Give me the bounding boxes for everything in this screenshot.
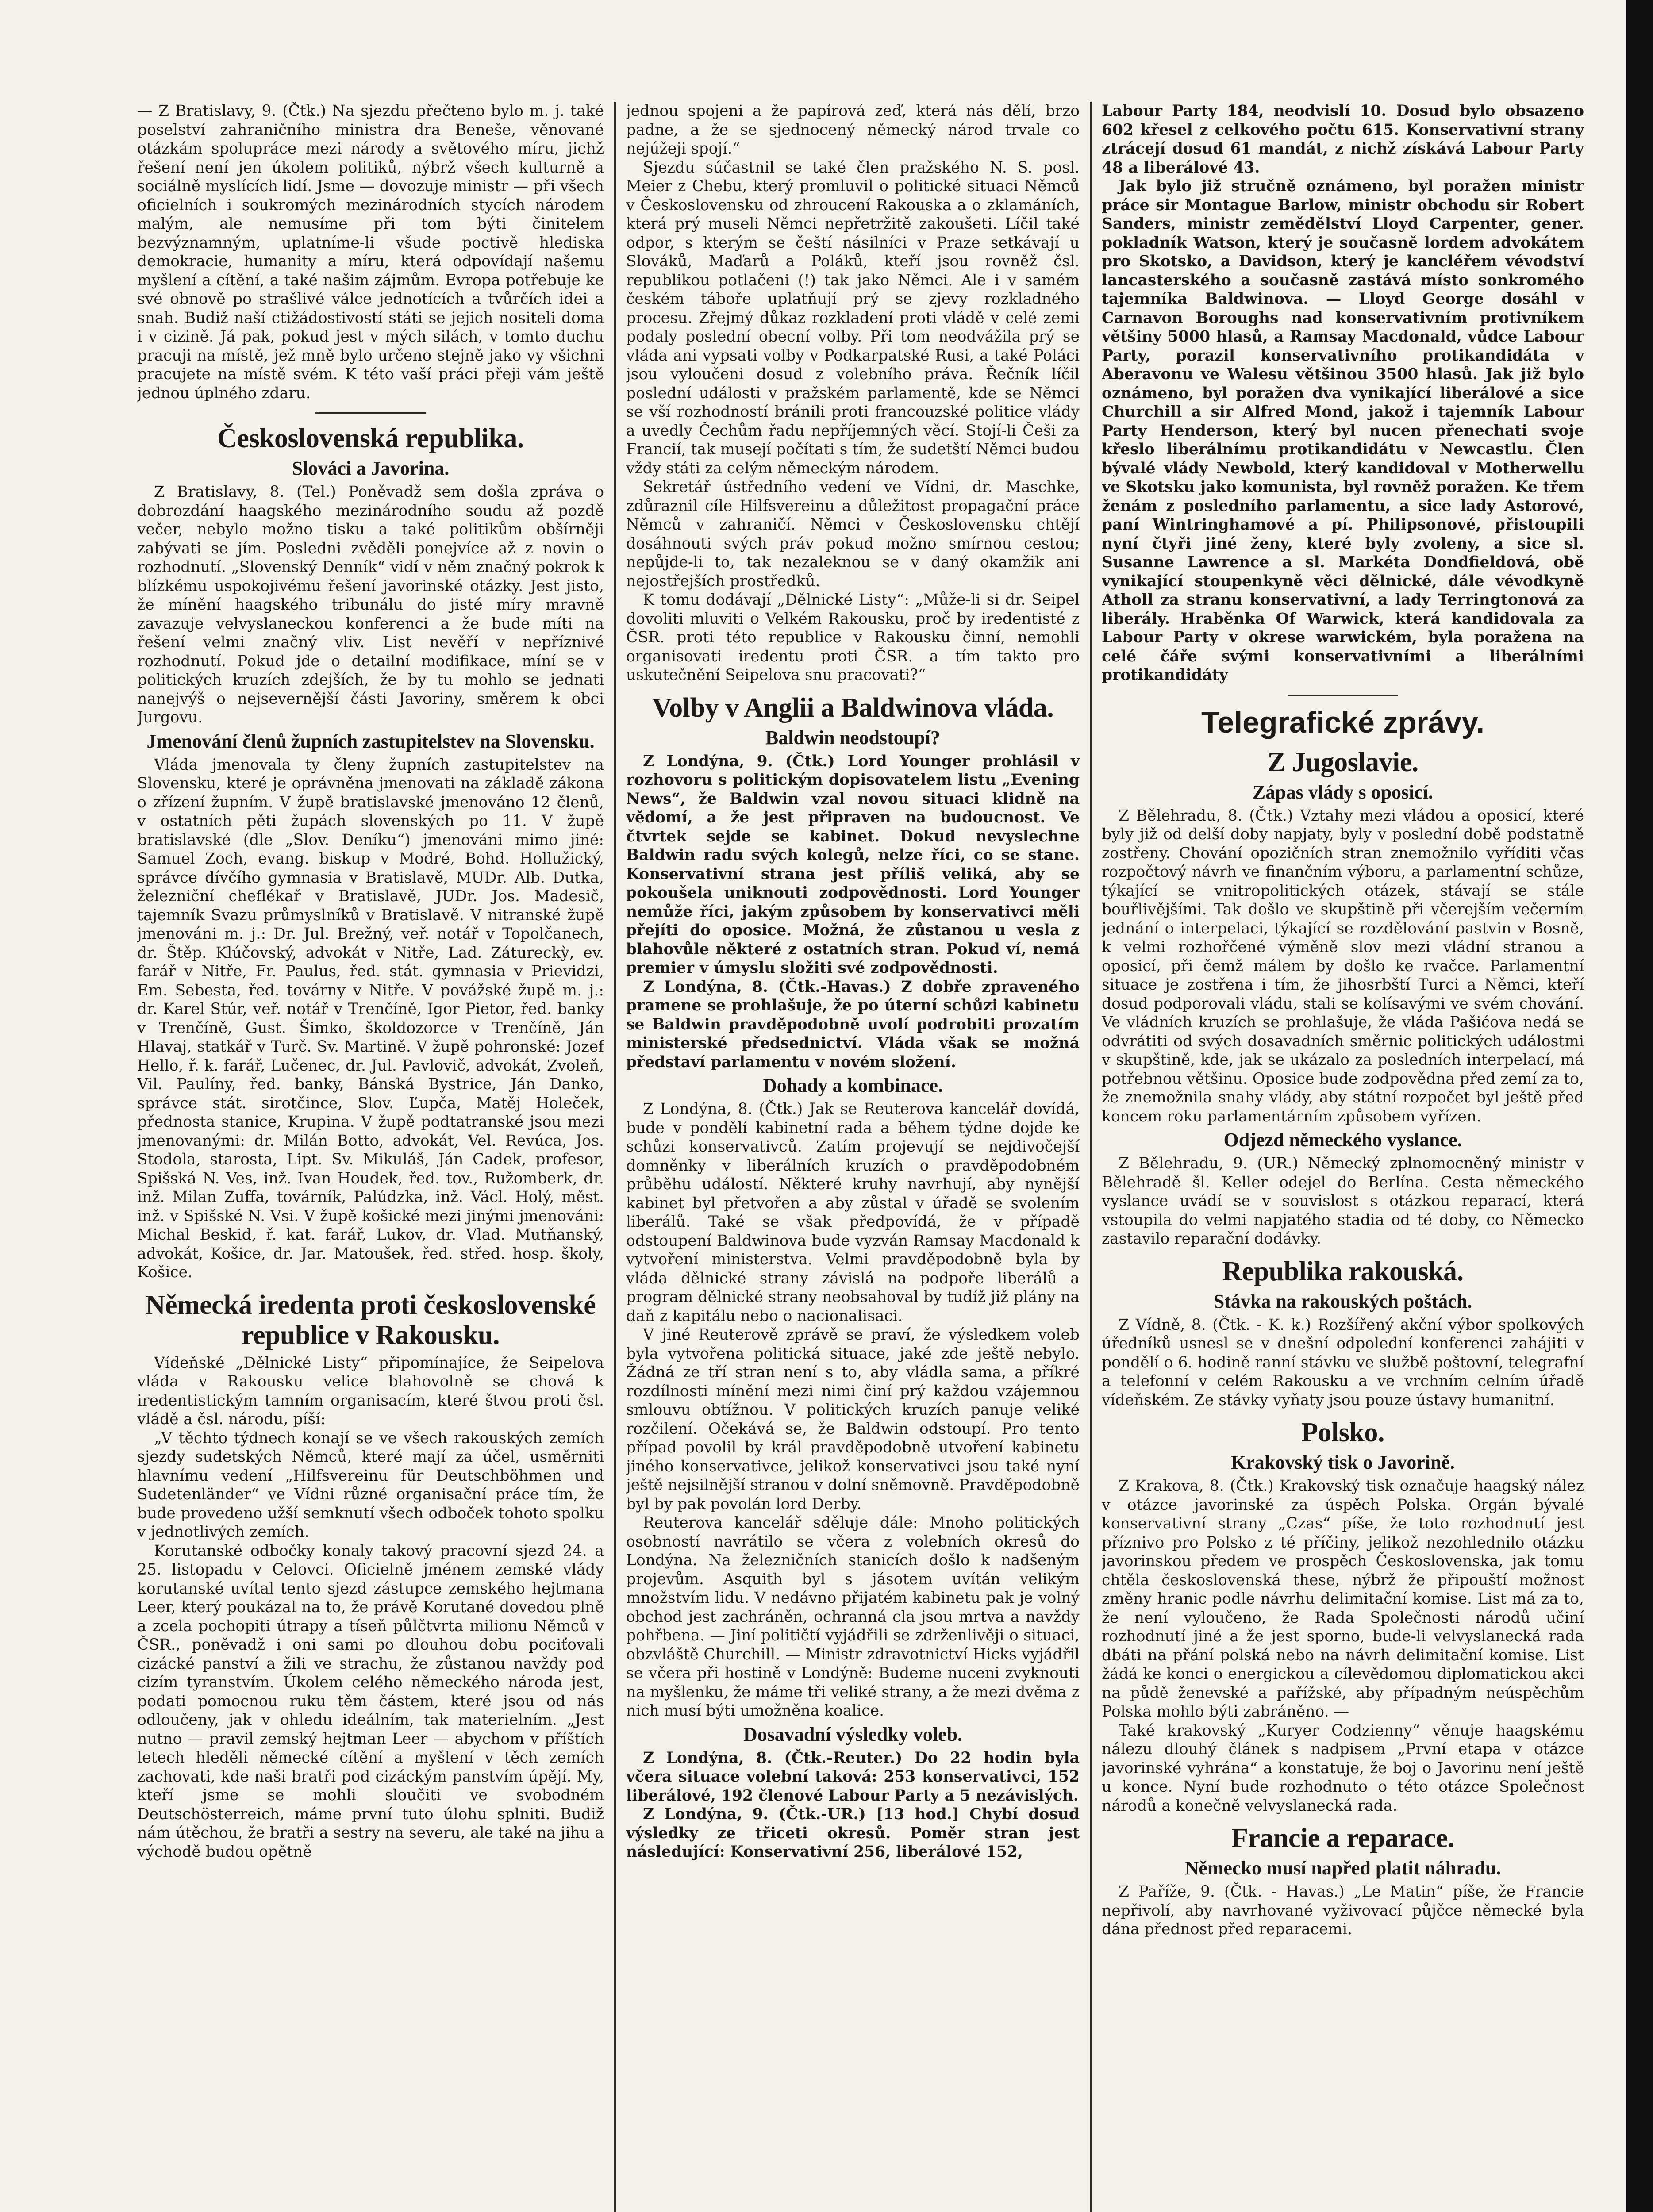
section-heading: Československá republika. <box>217 423 524 453</box>
article-heading: Jmenování členů župních zastupitelstev na Slovensku. <box>146 730 595 752</box>
section-heading: Polsko. <box>1301 1417 1384 1448</box>
article-heading: Zápas vlády s oposicí. <box>1252 781 1434 803</box>
column-rule <box>614 102 616 2212</box>
article-paragraph: jednou spojeni a že papírová zeď, která nás dělí, brzo padne, a že se sjednocený německý národ trvale co nejúžeji spojí.“ <box>626 102 1080 157</box>
column-3 <box>1102 102 1584 2212</box>
article-paragraph: Z Bělehradu, 8. (Čtk.) Vztahy mezi vládou a oposicí, které byly již od delší doby napjaty, byly v poslední době podstatně zostřeny. Chování opozičních stran znemožnilo vyříditi včas rozpočtový návrh ve finančním výboru, a parlamentní schůze, týkající se vnitropolitických otázek, stávají se stále bouřlivějšími. Tak došlo ve skupštině při včerejším večerním jednání o interpelaci, týkající se rozdělování pastvin v Bosně, k velmi rozhořčené výměně slov mezi vládní stranou a oposicí, při čemž málem by došlo ke rvačce. Parlamentní situace je zostřena i tím, že jihosrbští Turci a Němci, kteří dosud podporovali vládu, stali se kolísavými ve svém chování. Ve vládních kruzích se prohlašuje, že vláda Pašićova nedá se odvrátiti od svých dosavadních směrnic politických událostmi v skupštině, kde, jak se ukázalo za posledních interpelací, má potřebnou většinu. Oposice bude zodpovědna před zemí za to, že znemožnila snahy vlády, aby státní rozpočet byl ještě před koncem roku parlamentárním způsobem vyřízen. <box>1102 806 1584 1125</box>
article-paragraph: Z Londýna, 8. (Čtk.-Havas.) Z dobře zpraveného pramene se prohlašuje, že po úterní schůzi kabinetu se Baldwin pravděpodobně uvolí podrobiti prozatím ministerské předsednictví. Vláda však se možná představí parlamentu v novém složení. <box>626 978 1080 1071</box>
article-heading: Odjezd německého vyslance. <box>1223 1129 1462 1151</box>
article-heading: Slováci a Javorina. <box>292 457 450 479</box>
section-heading: Francie a reparace. <box>1231 1823 1455 1853</box>
article-heading: Dosavadní výsledky voleb. <box>743 1723 963 1745</box>
article-heading: Německo musí napřed platit náhradu. <box>1184 1857 1501 1879</box>
article-heading: Stávka na rakouských poštách. <box>1213 1290 1472 1312</box>
divider <box>1288 695 1398 696</box>
article-paragraph: V jiné Reuterově zprávě se praví, že výsledkem voleb byla vytvořena politická situace, jaké zde ještě nebylo. Žádná ze tří stran není s to, aby vládla sama, a příkré rozdílnosti mínění mezi nimi činí prý každou vzájemnou smlouvu obtížnou. V politických kruzích panuje veliké rozčilení. Očekává se, že Baldwin odstoupí. Pro tento případ povolil by král pravděpodobně utvoření kabinetu jiného konservativce, jelikož konservativci jsou také nyní ještě nejsilnější stranou v dolní sněmovně. Pravděpodobně byl by pak povolán lord Derby. <box>626 1326 1080 1513</box>
section-heading: Volby v Anglii a Baldwinova vláda. <box>652 692 1054 723</box>
column-2 <box>626 102 1080 2212</box>
article-paragraph: Z Krakova, 8. (Čtk.) Krakovský tisk označuje haagský nález v otázce javorinské za úspěch Polska. Orgán bývalé konservativní strany „Czas“ píše, že toto rozhodnutí jest příznivo pro Polsko z té příčiny, jelikož nezohlednilo otázku javorinskou předem ve prospěch Československa, jak tomu chtěla československá these, nýbrž že připouští možnost změny hranic podle návrhu delimitační komise. List má za to, že není vyloučeno, že Rada Společnosti národů učiní rozhodnutí jiné a že jest sporno, bude-li velvyslanecká rada dbáti na přání polská nebo na návrh delimitační komise. List žádá ke konci o energickou a cílevědomou diplomatickou akci na půdě ženevské a pařížské, aby případným neúspěchům Polska mohlo býti zabráněno. — <box>1102 1477 1584 1720</box>
article-paragraph: Vláda jmenovala ty členy župních zastupitelstev na Slovensku, které je oprávněna jmenovati na základě zákona o zřízení župním. V župě bratislavské jmenováno 12 členů, v ostatních pěti župách slovenských po 11. V župě bratislavské (dle „Slov. Deníku“) jmenováni mimo jiné: Samuel Zoch, evang. biskup v Modré, Bohd. Hollužický, správce dívčího gymnasia v Bratislavě, MUDr. Alb. Dutka, železniční cheflékař v Bratislavě, JUDr. Jos. Madesič, tajemník Svazu průmyslníků v Bratislavě. V nitranské župě jmenováni m. j.: Dr. Jul. Brežný, veř. notář v Topolčanech, dr. Štěp. Klúčovský, advokát v Nitře, Lad. Zátureckỳ, ev. farář v Nitře, Fr. Paulus, řed. stát. gymnasia v Prievidzi, Em. Sebesta, řed. továrny v Nitře. V povážské župě m. j.: dr. Karel Stúr, veř. notář v Trenčíně, Igor Pietor, řed. banky v Trenčíně, Gust. Šimko, školdozorce v Trenčíně, Ján Hlavaj, statkář v Turč. Sv. Martině. V župě pohronské: Jozef Hello, ř. k. farář, Lučenec, dr. Jul. Pavlovič, advokát, Zvoleň, Vil. Paulíny, řed. banky, Bánská Bystrice, Ján Danko, správce stát. sirotčince, Slov. Ľupča, Matěj Holeček, přednosta stanice, Krupina. V župě podtatranské jsou mezi jmenovanými: dr. Milán Botto, advokát, Vel. Revúca, Jos. Stodola, starosta, Lipt. Sv. Mikuláš, Ján Cadek, profesor, Spišská N. Ves, inž. Ivan Houdek, řed. tov., Ružomberk, dr. inž. Milan Zuffa, továrník, Palúdzka, inž. Václ. Holý, měst. inž. v Spišské N. Vsi. V župě košické mezi jinými jmenováni: Michal Beskid, ř. kat. farář, Lukov, dr. Vlad. Mutňanský, advokát, Košice, dr. Jar. Matoušek, řed. střed. hosp. školy, Košice. <box>137 756 604 1281</box>
section-heading: Německá iredenta proti československé republice v Rakousku. <box>145 1290 596 1350</box>
article-paragraph: Také krakovský „Kuryer Codzienny“ věnuje haagskému nálezu dlouhý článek s nadpisem „První etapa v otázce javorinské vyhrána“ a konstatuje, že boj o Javorinu není ještě u konce. Nyní bude rozhodnuto o této otázce Společnost národů a konečně velvyslanecká rada. <box>1102 1721 1584 1815</box>
scan-edge <box>1626 0 1653 2212</box>
article-paragraph: — Z Bratislavy, 9. (Čtk.) Na sjezdu přečteno bylo m. j. také poselství zahraničního ministra dra Beneše, věnované otázkám spolupráce mezi národy a světového míru, jichž řešení není jen úkolem politiků, nýbrž všech kulturně a sociálně myslících lidí. Jsme — dovozuje ministr — při všech oficielních i soukromých mezinárodních stycích národem malým, ale nemusíme při tom býti činitelem bezvýznamným, uplatníme-li všude poctivě hlediska demokracie, humanity a míru, která odpovídají našemu myšlení a cítění, a také našim zájmům. Evropa potřebuje ke své obnově po strašlivé válce jednotících a tvůrčích idei a snah. Budiž naší ctižádostivostí státi se jejich nositeli doma i v cizině. Já pak, pokud jest v mých silách, v tomto duchu pracuji na místě, jež mně bylo určeno stejně jako vy všichni pracujete na místě svém. K této vaší práci přeji vám ještě jednou úplného zdaru. <box>137 102 604 402</box>
article-paragraph: Z Bělehradu, 9. (UR.) Německý zplnomocněný ministr v Bělehradě šl. Keller odejel do Berlína. Cesta německého vyslance uvádí se v souvislost s otázkou reparací, která vstoupila do velmi napjatého stadia od té doby, co Německo zastavilo reparační dodávky. <box>1102 1155 1584 1248</box>
article-paragraph: K tomu dodávají „Dělnické Listy“: „Může-li si dr. Seipel dovoliti mluviti o Velkém Rakousku, proč by iredentisté z ČSR. proti této republice v Rakousku činní, nemohli organisovati iredentu proti ČSR. a tím takto pro uskutečnění Seipelova snu pracovati?“ <box>626 591 1080 684</box>
article-heading: Dohady a kombinace. <box>762 1075 943 1096</box>
article-paragraph: Vídeňské „Dělnické Listy“ připomínajíce, že Seipelova vláda v Rakousku velice blahovolně se chová k iredentistickým tamním organisacím, které štvou proti čsl. vládě a čsl. národu, píší: <box>137 1354 604 1428</box>
section-heading: Republika rakouská. <box>1222 1256 1464 1286</box>
column-1 <box>137 102 604 2212</box>
section-heading: Z Jugoslavie. <box>1267 747 1419 777</box>
article-paragraph: Sekretář ústředního vedení ve Vídni, dr. Maschke, zdůraznil cíle Hilfsvereinu a důležitost propagační práce Němců v zahraničí. Němci v Československu chtějí dosáhnouti svých práv pokud možno smírnou cestou; nepůjde-li to, tak nezaleknou se v daný okamžik ani nejostřejších prostředků. <box>626 478 1080 590</box>
article-heading: Krakovský tisk o Javorině. <box>1230 1452 1455 1473</box>
article-paragraph: Z Bratislavy, 8. (Tel.) Poněvadž sem došla zpráva o dobrozdání haagského mezinárodního soudu až pozdě večer, nebylo možno tisku a také politikům obšírněji zabývati se jím. Posledni zvěděli ponejvíce až z novin o rozhodnutí. „Slovenský Denník“ vidí v něm značný pokrok k blízkému uspokojivému řešení javorinské otázky. Jest jisto, že mínění haagského tribunálu do jisté míry mravně zavazuje velvyslaneckou konferenci a že bude míti na řešení velmi značný vliv. List nevěří v nepříznivé rozhodnutí. Pokud jde o detailní modifikace, míní se v politických kruzích zdejších, že by tu mohlo se jednati nanejvýš o nejsevernější části Javoriny, směrem k obci Jurgovu. <box>137 483 604 726</box>
article-paragraph: Jak bylo již stručně oznámeno, byl poražen ministr práce sir Montague Barlow, ministr obchodu sir Robert Sanders, ministr zemědělství Lloyd Carpenter, gener. pokladník Watson, který je současně lordem advokátem pro Skotsko, a Davidson, který je kancléřem vévodství lancasterského a současně zastává místo sonkromého tajemníka Baldwinova. — Lloyd George dosáhl v Carnavon Boroughs nad konservativním protivníkem většiny 5000 hlasů, a Ramsay Macdonald, vůdce Labour Party, porazil konservativního protikandidáta v Aberavonu ve Walesu většinou 3500 hlasů. Jak již bylo oznámeno, byl poražen dva vynikající liberálové a sice Churchill a sir Alfred Mond, jakož i tajemník Labour Party Henderson, který byl nucen přenechati svoje křeslo liberálnímu protikandidátu v Newcastlu. Člen bývalé vlády Newbold, který kandidoval v Motherwellu ve Skotsku jako komunista, byl rovněž poražen. Ke třem ženám z posledního parlamentu, a sice lady Astorové, paní Wintringhamové a pí. Philipsonové, přistoupili nyní čtyři jiné ženy, které byly zvoleny, a sice sl. Susanne Lawrence a sl. Markéta Dondfieldová, obě vynikající stoupenkyně věci dělnické, dále vévodkyně Atholl za stranu konservativní, a lady Terringtonová za liberály. Hraběnka Of Warwick, která kandidovala za Labour Party v okrese warwickém, byla poražena na celé čáře svými konservativními a liberálními protikandidáty <box>1102 177 1584 684</box>
article-paragraph: Z Londýna, 9. (Čtk.) Lord Younger prohlásil v rozhovoru s politickým dopisovatelem listu „Evening News“, že Baldwin vzal novou situaci klidně na vědomí, a že jest připraven na budoucnost. Ve čtvrtek sejde se kabinet. Dokud nevyslechne Baldwin radu svých kolegů, nelze říci, co se stane. Konservativní strana jest příliš veliká, aby se pokoušela uniknouti zodpovědnosti. Lord Younger nemůže říci, jakým způsobem by konservativci měli přejíti do oposice. Možná, že zůstanou u vesla z blahovůle některé z ostatních stran. Pokud ví, nemá premier v úmyslu složiti své zodpovědnosti. <box>626 752 1080 977</box>
article-paragraph: Reuterova kancelář sděluje dále: Mnoho politických osobností navrátilo se včera z volebních okresů do Londýna. Na železničních stanicích došlo k nadšeným projevům. Asquith byl s jásotem uvítán velikým množstvím lidu. V nedávno přijatém kabinetu pak je volný obchod jest zachráněn, ochranná cla jsou mrtva a navždy pohřbena. — Jiní političtí vyjádřili se zdrženlivěji o situaci, obzvláště Churchill. — Ministr zdravotnictví Hicks vyjádřil se včera při hostině v Londýně: Budeme nuceni zvyknouti na myšlenku, že máme tři veliké strany, a že mezi dvěma z nich musí býti umožněna koalice. <box>626 1514 1080 1720</box>
article-heading: Baldwin neodstoupí? <box>765 726 940 749</box>
column-rule <box>1090 102 1092 2212</box>
article-paragraph: Sjezdu súčastnil se také člen pražského N. S. posl. Meier z Chebu, který promluvil o politické situaci Němců v Československu od zhroucení Rakouska a o zklamáních, která prý museli Němci nepřetržitě zakoušeti. Líčil také odpor, s kterým se čeští násilníci v Praze setkávají u Slováků, Maďarů a Poláků, kteří jsou rovněž čsl. republikou potlačeni (!) tak jako Němci. Ale i v samém českém táboře uplatňují prý se zjevy rozkladného procesu. Zřejmý důkaz rozkladení proti vládě v celé zemi podaly poslední obecní volby. Při tom neodvážila prý se vláda ani vypsati volby v Podkarpatské Rusi, a také Poláci jsou vyloučeni dosud z volebního práva. Řečník líčil poslední události v pražském parlamentě, kde se Němci se vší rozhodností bránili proti francouzské politice vlády a uvedly Čechům řadu nepříjemných věcí. Stojí-li Češi za Francií, tak musejí počítati s tím, že sudetští Němci budou vždy státi za celým německým národem. <box>626 158 1080 477</box>
article-paragraph: Z Paříže, 9. (Čtk. - Havas.) „Le Matin“ píše, že Francie nepřivolí, aby navrhované vyživovací půjčce německé byla dána přednost před reparacemi. <box>1102 1883 1584 1938</box>
article-paragraph: Z Londýna, 8. (Čtk.-Reuter.) Do 22 hodin byla včera situace volební taková: 253 konservativci, 152 liberálové, 192 členové Labour Party a 5 nezávislých. <box>626 1749 1080 1805</box>
article-paragraph: Labour Party 184, neodvislí 10. Dosud bylo obsazeno 602 křesel z celkového počtu 615. Konservativní strany ztrácejí dosud 61 mandát, z nichž získává Labour Party 48 a liberálové 43. <box>1102 102 1584 177</box>
article-paragraph: Z Vídně, 8. (Čtk. - K. k.) Rozšířený akční výbor spolkových úředníků usnesl se v dnešní odpolední konferenci zahájiti v pondělí o 6. hodině ranní stávku ve službě poštovní, telegrafní a telefonní v celém Rakousku a ve vrchním celním úřadě vídeňském. Ze stávky vyňaty jsou pouze ústavy humanitní. <box>1102 1316 1584 1409</box>
section-heading: Telegrafické zprávy. <box>1201 705 1485 739</box>
divider <box>315 412 426 414</box>
article-paragraph: Korutanské odbočky konaly takový pracovní sjezd 24. a 25. listopadu v Celovci. Oficielně jménem zemské vlády korutanské uvítal tento sjezd zástupce zemského hejtmana Leer, který poukázal na to, že právě Korutané dovedou plně a zcela pochopiti útrapy a tíseň půlčtvrta milionu Němců v ČSR., poněvadž i oni sami po dlouhou dobu pociťovali cizácké panství a žili ve strachu, že zůstanou navždy pod cizím tyranstvím. Úkolem celého německého národa jest, podati pomocnou ruku těm částem, které jsou od nás odloučeny, jak v ohledu ideálním, tak materielním. „Jest nutno — pravil zemský hejtman Leer — abychom v příštích letech hleděli německé cítění a myšlení v těch zemích zachovati, kde naši bratři pod cizáckým panstvím úpějí. My, kteří jsme se mohli sloučiti ve svobodném Deutschösterreich, máme první tuto úlohu splniti. Budiž nám útěchou, že bratři a sestry na severu, ale také na jihu a východě budou opětně <box>137 1542 604 1861</box>
article-paragraph: „V těchto týdnech konají se ve všech rakouských zemích sjezdy sudetských Němců, které mají za účel, usměrniti hlavnímu vedení „Hilfsvereinu für Deutschböhmen und Sudetenländer“ ve Vídni různé organisační práce tím, že bude provedeno užší semknutí všech odboček tohoto spolku v jednotlivých zemích. <box>137 1429 604 1541</box>
article-paragraph: Z Londýna, 9. (Čtk.-UR.) [13 hod.] Chybí dosud výsledky ze třiceti okresů. Poměr stran jest následující: Konservativní 256, liberálové 152, <box>626 1805 1080 1861</box>
article-paragraph: Z Londýna, 8. (Čtk.) Jak se Reuterova kancelář dovídá, bude v pondělí kabinetní rada a během týdne dojde ke schůzi konservativců. Zatím projevují se nejdivočejší domněnky v liberálních kruzích o pravděpodobném průběhu událostí. Některé kruhy navrhují, aby nynější kabinet byl přetvořen a aby zůstal v úřadě se svolením liberálů. Také se však předpovídá, že v případě odstoupení Baldwinova bude vyzván Ramsay Macdonald k vytvoření ministerstva. Velmi pravděpodobně byla by vláda dělnické strany závislá na podpoře liberálů a program dělnické strany neobsahoval by tudíž již plány na daň z kapitálu nebo o nacionalisaci. <box>626 1100 1080 1325</box>
